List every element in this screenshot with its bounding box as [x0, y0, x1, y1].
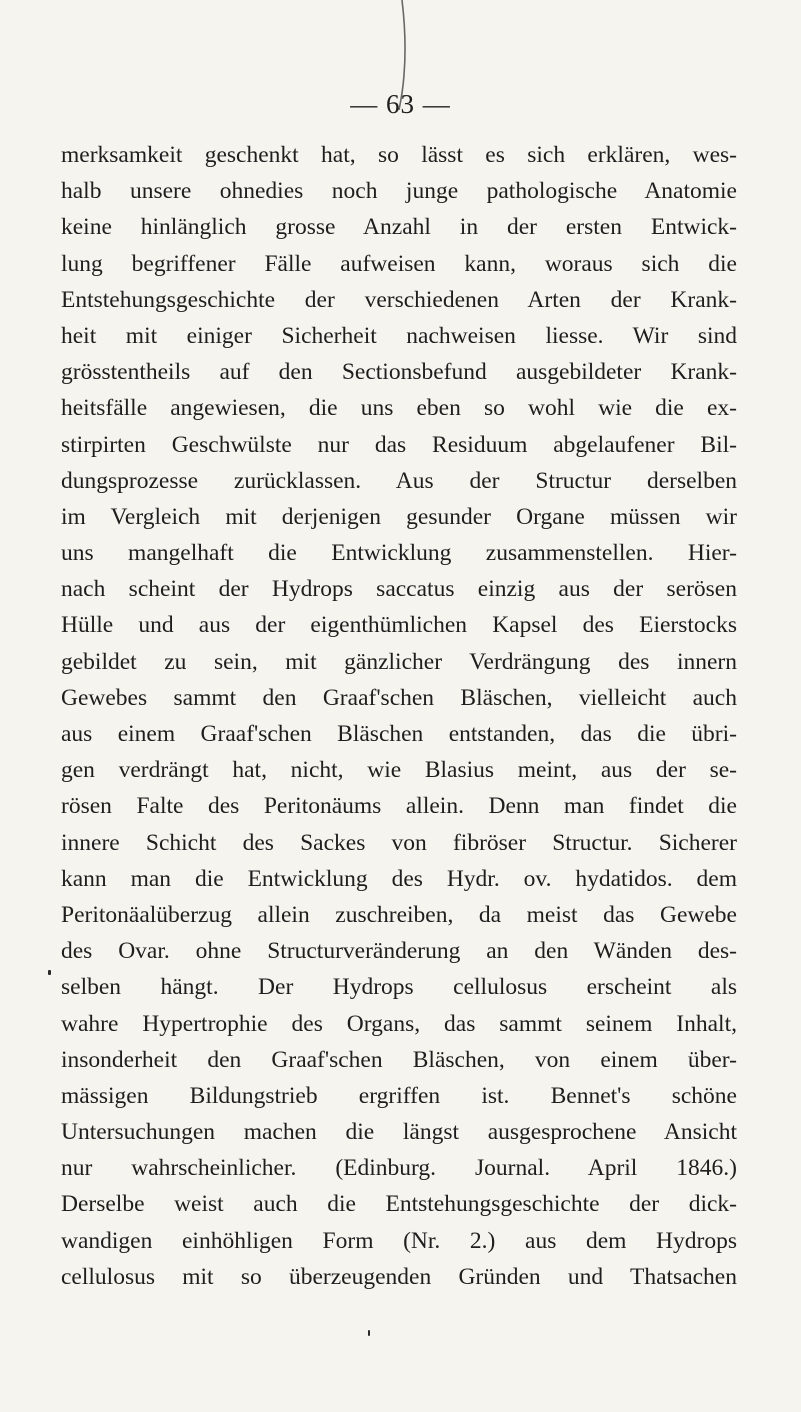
- text-line: gen verdrängt hat, nicht, wie Blasius meint, aus der se-: [61, 757, 737, 784]
- text-line: aus einem Graaf'schen Bläschen entstanden, das die übri-: [61, 721, 737, 747]
- text-line: nach scheint der Hydrops saccatus einzig aus der serösen: [61, 576, 737, 603]
- text-line: Derselbe weist auch die Entstehungsgeschichte der dick-: [61, 1191, 737, 1218]
- text-line: uns mangelhaft die Entwicklung zusammenstellen. Hier-: [61, 540, 737, 567]
- text-line: des Ovar. ohne Structurveränderung an den Wänden des-: [61, 938, 737, 965]
- text-line: Gewebes sammt den Graaf'schen Bläschen, vielleicht auch: [61, 684, 737, 711]
- text-line: mässigen Bildungstrieb ergriffen ist. Bennet's schöne: [61, 1082, 737, 1109]
- text-line: wahre Hypertrophie des Organs, das sammt seinem Inhalt,: [61, 1010, 737, 1037]
- text-line: Peritonäalüberzug allein zuschreiben, da meist das Gewebe: [61, 901, 737, 928]
- text-line: selben hängt. Der Hydrops cellulosus erscheint als: [61, 974, 737, 1001]
- text-line: dungsprozesse zurücklassen. Aus der Structur derselben: [61, 467, 737, 494]
- text-line: heit mit einiger Sicherheit nachweisen liesse. Wir sind: [61, 322, 737, 349]
- text-line: Hülle und aus der eigenthümlichen Kapsel des Eierstocks: [61, 612, 737, 639]
- text-line: lung begriffener Fälle aufweisen kann, woraus sich die: [61, 250, 737, 277]
- body-text: [61, 137, 737, 1295]
- text-line: merksamkeit geschenkt hat, so lässt es sich erklären, wes-: [61, 142, 737, 168]
- text-line: keine hinlänglich grosse Anzahl in der ersten Entwick-: [61, 214, 737, 241]
- text-line: wandigen einhöhligen Form (Nr. 2.) aus dem Hydrops: [61, 1227, 737, 1254]
- text-line: rösen Falte des Peritonäums allein. Denn man findet die: [61, 793, 737, 820]
- text-line: innere Schicht des Sackes von fibröser Structur. Sicherer: [61, 829, 737, 856]
- text-line: insonderheit den Graaf'schen Bläschen, von einem über-: [61, 1046, 737, 1073]
- text-line: heitsfälle angewiesen, die uns eben so wohl wie die ex-: [61, 395, 737, 422]
- text-line: Untersuchungen machen die längst ausgesprochene Ansicht: [61, 1119, 737, 1146]
- page-number: — 63 —: [350, 89, 451, 119]
- text-line: gebildet zu sein, mit gänzlicher Verdrängung des innern: [61, 648, 737, 675]
- text-line: Entstehungsgeschichte der verschiedenen Arten der Krank-: [61, 286, 737, 313]
- ink-speck: [368, 1330, 370, 1336]
- text-line: nur wahrscheinlicher. (Edinburg. Journal. April 1846.): [61, 1155, 737, 1182]
- text-line: im Vergleich mit derjenigen gesunder Organe müssen wir: [61, 503, 737, 530]
- text-line: grösstentheils auf den Sectionsbefund ausgebildeter Krank-: [61, 359, 737, 386]
- text-line: halb unsere ohnedies noch junge pathologische Anatomie: [61, 178, 737, 205]
- text-line: cellulosus mit so überzeugenden Gründen und Thatsachen: [61, 1263, 737, 1290]
- text-line: kann man die Entwicklung des Hydr. ov. hydatidos. dem: [61, 865, 737, 892]
- ink-speck: [48, 970, 51, 975]
- text-line: stirpirten Geschwülste nur das Residuum abgelaufener Bil-: [61, 431, 737, 458]
